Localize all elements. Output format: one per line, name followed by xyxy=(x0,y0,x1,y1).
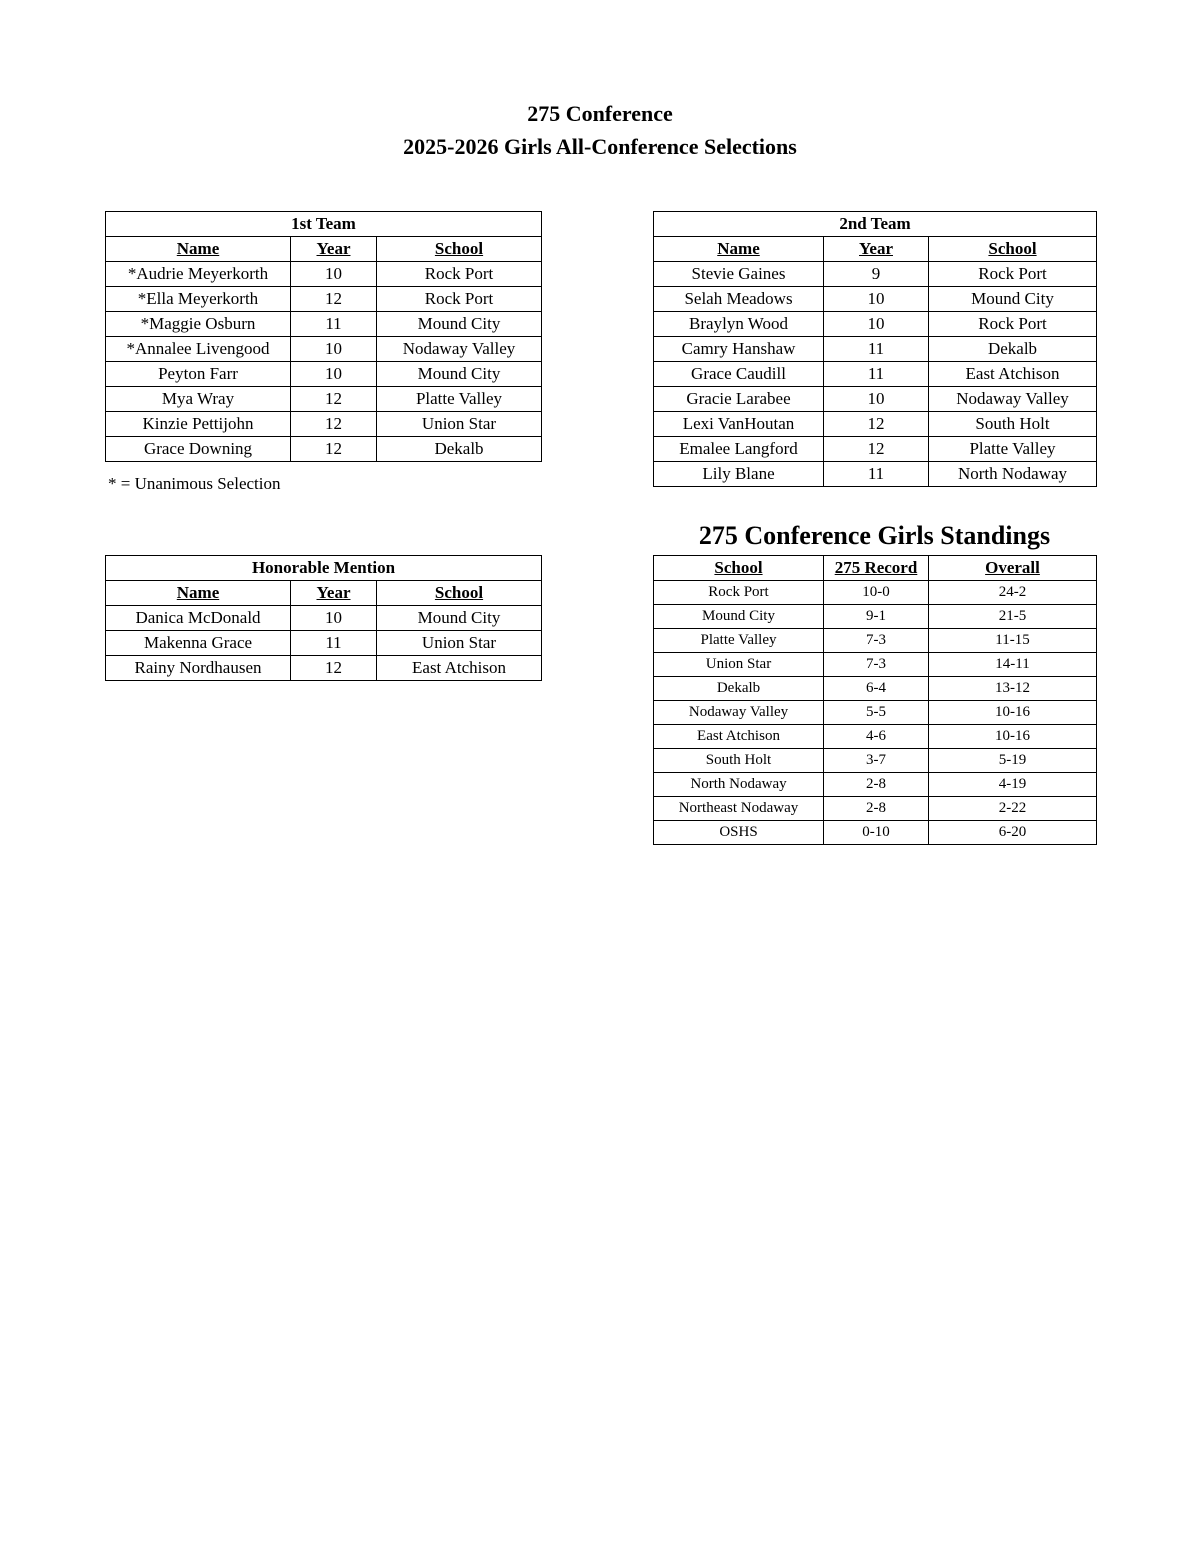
school-cell: Mound City xyxy=(377,312,542,337)
table-row xyxy=(654,653,1097,677)
year-cell: 11 xyxy=(824,337,929,362)
table-row xyxy=(106,362,542,387)
table-row xyxy=(654,629,1097,653)
year-cell: 9 xyxy=(824,262,929,287)
table-row xyxy=(654,581,1097,605)
name-cell: Emalee Langford xyxy=(654,437,824,462)
name-cell: *Maggie Osburn xyxy=(106,312,291,337)
year-cell: 12 xyxy=(291,656,377,681)
page-title: 275 Conference xyxy=(527,101,673,126)
name-cell: Grace Caudill xyxy=(654,362,824,387)
name-cell: *Ella Meyerkorth xyxy=(106,287,291,312)
school-cell: Rock Port xyxy=(929,262,1097,287)
name-cell: Mya Wray xyxy=(106,387,291,412)
table-row xyxy=(654,362,1097,387)
standings-title: 275 Conference Girls Standings xyxy=(698,521,1051,550)
column-header-name: Name xyxy=(106,237,291,262)
column-header-year: Year xyxy=(824,237,929,262)
table-row xyxy=(106,631,542,656)
year-cell: 10 xyxy=(824,312,929,337)
school-cell: East Atchison xyxy=(929,362,1097,387)
name-cell: Peyton Farr xyxy=(106,362,291,387)
table-row xyxy=(106,312,542,337)
school-cell: Rock Port xyxy=(929,312,1097,337)
table-row xyxy=(654,605,1097,629)
overall-cell: 24-2 xyxy=(929,581,1097,605)
record-cell: 7-3 xyxy=(824,653,929,677)
table-row xyxy=(106,337,542,362)
name-cell: Kinzie Pettijohn xyxy=(106,412,291,437)
school-cell: Dekalb xyxy=(654,677,824,701)
name-cell: Braylyn Wood xyxy=(654,312,824,337)
school-cell: Union Star xyxy=(654,653,824,677)
record-cell: 9-1 xyxy=(824,605,929,629)
year-cell: 10 xyxy=(291,337,377,362)
table-row xyxy=(106,606,542,631)
record-cell: 5-5 xyxy=(824,701,929,725)
column-header-school: School xyxy=(377,581,542,606)
column-header-school: School xyxy=(377,237,542,262)
year-cell: 11 xyxy=(291,312,377,337)
overall-cell: 14-11 xyxy=(929,653,1097,677)
column-header-year: Year xyxy=(291,237,377,262)
year-cell: 12 xyxy=(291,387,377,412)
table-row xyxy=(654,462,1097,487)
year-cell: 10 xyxy=(291,606,377,631)
overall-cell: 6-20 xyxy=(929,821,1097,845)
school-cell: Rock Port xyxy=(377,287,542,312)
record-cell: 0-10 xyxy=(824,821,929,845)
name-cell: Makenna Grace xyxy=(106,631,291,656)
table-row xyxy=(106,287,542,312)
table-row xyxy=(654,677,1097,701)
table-row xyxy=(106,437,542,462)
record-cell: 2-8 xyxy=(824,773,929,797)
column-header-record: 275 Record xyxy=(824,556,929,581)
page-subtitle: 2025-2026 Girls All-Conference Selections xyxy=(403,134,797,159)
table-row xyxy=(654,387,1097,412)
name-cell: Rainy Nordhausen xyxy=(106,656,291,681)
table-row xyxy=(654,312,1097,337)
overall-cell: 10-16 xyxy=(929,701,1097,725)
school-cell: Rock Port xyxy=(654,581,824,605)
school-cell: Platte Valley xyxy=(377,387,542,412)
table-caption: 2nd Team xyxy=(654,212,1097,237)
table-caption: Honorable Mention xyxy=(106,556,542,581)
year-cell: 12 xyxy=(824,437,929,462)
column-header-school: School xyxy=(929,237,1097,262)
name-cell: Gracie Larabee xyxy=(654,387,824,412)
first-team-table xyxy=(105,211,542,462)
year-cell: 10 xyxy=(824,287,929,312)
table-row xyxy=(654,797,1097,821)
school-cell: Union Star xyxy=(377,412,542,437)
table-row xyxy=(654,287,1097,312)
table-row xyxy=(654,749,1097,773)
name-cell: Camry Hanshaw xyxy=(654,337,824,362)
table-row xyxy=(654,262,1097,287)
column-header-name: Name xyxy=(106,581,291,606)
standings-table xyxy=(653,555,1097,845)
overall-cell: 21-5 xyxy=(929,605,1097,629)
year-cell: 11 xyxy=(824,462,929,487)
table-row xyxy=(654,725,1097,749)
table-row xyxy=(654,412,1097,437)
record-cell: 6-4 xyxy=(824,677,929,701)
overall-cell: 11-15 xyxy=(929,629,1097,653)
table-row xyxy=(654,701,1097,725)
school-cell: Mound City xyxy=(377,362,542,387)
name-cell: *Audrie Meyerkorth xyxy=(106,262,291,287)
school-cell: East Atchison xyxy=(654,725,824,749)
year-cell: 10 xyxy=(291,362,377,387)
year-cell: 12 xyxy=(291,437,377,462)
school-cell: Nodaway Valley xyxy=(929,387,1097,412)
school-cell: Union Star xyxy=(377,631,542,656)
school-cell: Dekalb xyxy=(929,337,1097,362)
column-header-overall: Overall xyxy=(929,556,1097,581)
school-cell: South Holt xyxy=(929,412,1097,437)
second-team-table xyxy=(653,211,1097,487)
overall-cell: 2-22 xyxy=(929,797,1097,821)
school-cell: Nodaway Valley xyxy=(654,701,824,725)
year-cell: 11 xyxy=(291,631,377,656)
name-cell: Lexi VanHoutan xyxy=(654,412,824,437)
name-cell: Grace Downing xyxy=(106,437,291,462)
school-cell: Mound City xyxy=(654,605,824,629)
school-cell: North Nodaway xyxy=(654,773,824,797)
school-cell: Platte Valley xyxy=(929,437,1097,462)
school-cell: OSHS xyxy=(654,821,824,845)
table-row xyxy=(106,387,542,412)
table-row xyxy=(654,437,1097,462)
overall-cell: 4-19 xyxy=(929,773,1097,797)
year-cell: 12 xyxy=(291,412,377,437)
name-cell: Lily Blane xyxy=(654,462,824,487)
column-header-year: Year xyxy=(291,581,377,606)
school-cell: Nodaway Valley xyxy=(377,337,542,362)
record-cell: 2-8 xyxy=(824,797,929,821)
table-row xyxy=(654,773,1097,797)
column-header-name: Name xyxy=(654,237,824,262)
overall-cell: 10-16 xyxy=(929,725,1097,749)
record-cell: 3-7 xyxy=(824,749,929,773)
school-cell: Dekalb xyxy=(377,437,542,462)
year-cell: 12 xyxy=(291,287,377,312)
year-cell: 12 xyxy=(824,412,929,437)
school-cell: South Holt xyxy=(654,749,824,773)
table-row xyxy=(106,412,542,437)
name-cell: *Annalee Livengood xyxy=(106,337,291,362)
record-cell: 7-3 xyxy=(824,629,929,653)
name-cell: Stevie Gaines xyxy=(654,262,824,287)
school-cell: Northeast Nodaway xyxy=(654,797,824,821)
honorable-mention-table xyxy=(105,555,542,681)
name-cell: Danica McDonald xyxy=(106,606,291,631)
table-caption: 1st Team xyxy=(106,212,542,237)
year-cell: 10 xyxy=(291,262,377,287)
table-row xyxy=(654,821,1097,845)
year-cell: 10 xyxy=(824,387,929,412)
year-cell: 11 xyxy=(824,362,929,387)
school-cell: Platte Valley xyxy=(654,629,824,653)
unanimous-note: * = Unanimous Selection xyxy=(108,474,281,493)
record-cell: 10-0 xyxy=(824,581,929,605)
table-row xyxy=(106,656,542,681)
overall-cell: 13-12 xyxy=(929,677,1097,701)
school-cell: North Nodaway xyxy=(929,462,1097,487)
school-cell: Rock Port xyxy=(377,262,542,287)
school-cell: Mound City xyxy=(929,287,1097,312)
school-cell: Mound City xyxy=(377,606,542,631)
record-cell: 4-6 xyxy=(824,725,929,749)
overall-cell: 5-19 xyxy=(929,749,1097,773)
school-cell: East Atchison xyxy=(377,656,542,681)
table-row xyxy=(654,337,1097,362)
column-header-school: School xyxy=(654,556,824,581)
name-cell: Selah Meadows xyxy=(654,287,824,312)
table-row xyxy=(106,262,542,287)
